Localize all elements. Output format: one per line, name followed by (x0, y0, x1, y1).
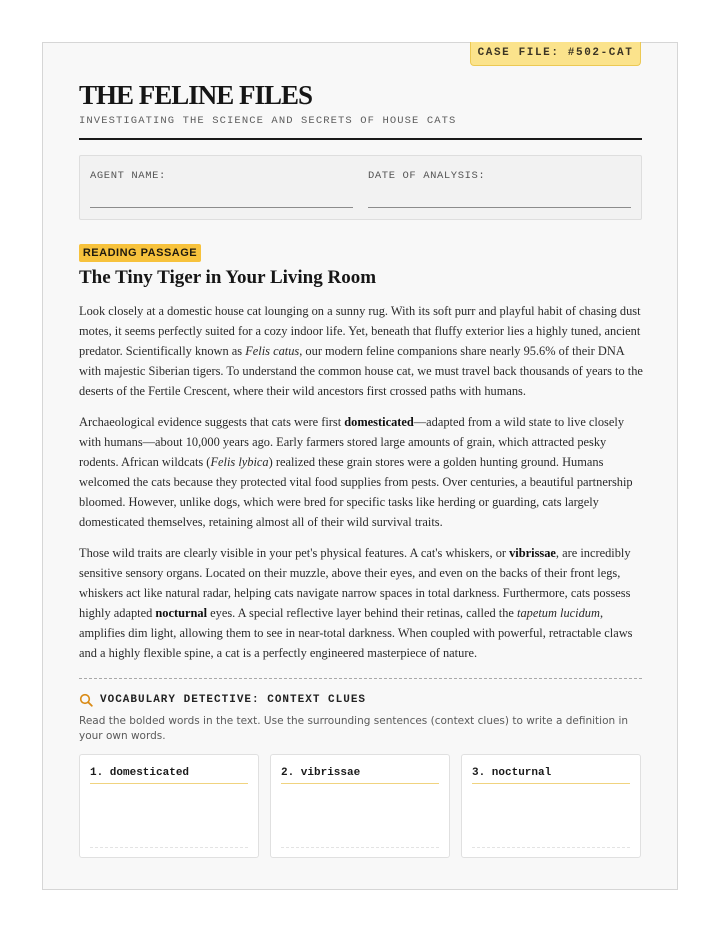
scientific-name: Felis lybica (210, 455, 269, 470)
vocab-heading: VOCABULARY DETECTIVE: CONTEXT CLUES (100, 694, 367, 706)
passage-paragraph-3: Those wild traits are clearly visible in your pet's physical features. A cat's whiskers, or vibrissae, are incredibly sensitive sensory organs. Located on their muzzle, above their eyes, and even on the backs of their front legs, whiskers act like natural radar, helping cats navigate narrow spaces in total darkness. Furthermore, cats possess highly adapted nocturnal eyes. A special reflective layer behind their retinas, called the tapetum lucidum, amplifies dim light, allowing them to see in near-total darkness. When coupled with powerful, retractable claws and a highly flexible spine, a cat is a perfectly engineered masterpiece of nature. (79, 546, 633, 661)
vocab-word-nocturnal: nocturnal (155, 606, 208, 621)
case-file-tab: CASE FILE: #502-CAT (470, 42, 641, 66)
scientific-term: tapetum lucidum (517, 606, 600, 621)
card-underline (90, 783, 248, 784)
reading-passage-badge: READING PASSAGE (79, 244, 201, 262)
card-underline (281, 783, 439, 784)
definition-answer-line[interactable] (90, 847, 248, 848)
vocab-card-label: 2. vibrissae (281, 767, 361, 779)
vocab-card-nocturnal (461, 754, 641, 858)
passage-paragraph-1: Look closely at a domestic house cat lounging on a sunny rug. With its soft purr and playful habit of chasing dust motes, it seems perfectly suited for a cozy indoor life. Yet, beneath that fluffy exterior lies a highly tuned, ancient predator. Scientifically known as Felis catus, our modern feline companions share nearly 95.6% of their DNA with majestic Siberian tigers. To understand the common house cat, we must travel back thousands of years to the deserts of the Fertile Crescent, where their wild ancestors first crossed paths with humans. (79, 304, 643, 399)
vocab-card-domesticated (79, 754, 259, 858)
agent-info-box (79, 155, 642, 220)
passage-paragraph-2: Archaeological evidence suggests that cats were first domesticated—adapted from a wild state to live closely with humans—about 10,000 years ago. Early farmers stored large amounts of grain, which attracted pesky rodents. African wildcats (Felis lybica) realized these grain stores were a golden hunting ground. Humans welcomed the cats because they protected vital food supplies from pests. Over centuries, a beautiful partnership bloomed. However, unlike dogs, which were bred for specific tasks like herding or guarding, cats largely domesticated themselves, retaining almost all of their wild survival traits. (79, 415, 633, 530)
page-subtitle: INVESTIGATING THE SCIENCE AND SECRETS OF HOUSE CATS (79, 115, 457, 127)
section-divider (79, 678, 642, 679)
passage-title: The Tiny Tiger in Your Living Room (79, 267, 377, 288)
card-underline (472, 783, 630, 784)
date-of-analysis-field[interactable] (368, 207, 631, 208)
vocab-word-vibrissae: vibrissae (509, 546, 556, 560)
definition-answer-line[interactable] (472, 847, 630, 848)
title-divider (79, 138, 642, 140)
vocab-word-domesticated: domesticated (344, 415, 414, 429)
vocab-card-vibrissae (270, 754, 450, 858)
date-of-analysis-label: DATE OF ANALYSIS: (368, 170, 486, 182)
scientific-name: Felis catus (245, 344, 300, 359)
page-title: THE FELINE FILES (79, 80, 313, 110)
worksheet-page (42, 42, 678, 890)
definition-answer-line[interactable] (281, 847, 439, 848)
vocab-card-label: 1. domesticated (90, 767, 190, 779)
vocab-card-label: 3. nocturnal (472, 767, 552, 779)
agent-name-field[interactable] (90, 207, 353, 208)
vocab-instructions: Read the bolded words in the text. Use the surrounding sentences (context clues) to write a definition in your own words. (79, 715, 629, 742)
agent-name-label: AGENT NAME: (90, 170, 166, 182)
magnifier-icon (79, 693, 93, 707)
